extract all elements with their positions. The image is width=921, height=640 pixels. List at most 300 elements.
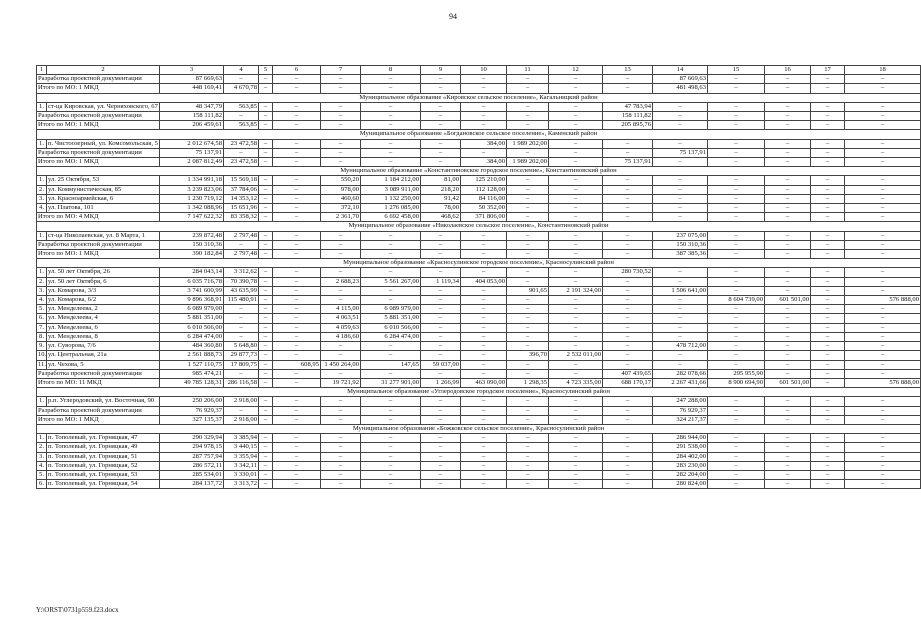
table-cell: – bbox=[259, 360, 273, 369]
table-cell: – bbox=[273, 369, 321, 378]
table-row bbox=[37, 461, 921, 470]
column-number-cell: 15 bbox=[708, 66, 765, 75]
table-cell: – bbox=[421, 286, 461, 295]
table-cell: 29 877,73 bbox=[224, 351, 259, 360]
table-cell: – bbox=[811, 268, 845, 277]
table-cell: – bbox=[603, 443, 653, 452]
table-cell: – bbox=[507, 240, 549, 249]
table-cell: – bbox=[259, 434, 273, 443]
table-cell: – bbox=[259, 305, 273, 314]
table-cell: – bbox=[708, 461, 765, 470]
table-cell: – bbox=[273, 305, 321, 314]
table-cell: 115 480,91 bbox=[224, 296, 259, 305]
table-cell: – bbox=[273, 268, 321, 277]
table-cell: – bbox=[361, 250, 421, 259]
table-cell: – bbox=[507, 434, 549, 443]
table-cell: – bbox=[845, 286, 921, 295]
table-cell: – bbox=[845, 277, 921, 286]
municipality-header-row bbox=[37, 93, 921, 102]
table-cell: – bbox=[507, 84, 549, 93]
table-cell: – bbox=[811, 204, 845, 213]
municipality-title: Муниципальное образование «Божковское сельское поселение», Красносулинский район bbox=[37, 424, 921, 433]
table-cell: – bbox=[461, 286, 507, 295]
table-cell: – bbox=[549, 277, 603, 286]
table-cell: – bbox=[361, 112, 421, 121]
table-cell: – bbox=[653, 268, 708, 277]
table-cell: – bbox=[765, 286, 811, 295]
table-cell: – bbox=[507, 277, 549, 286]
table-cell: – bbox=[507, 397, 549, 406]
table-cell: 37 784,06 bbox=[224, 185, 259, 194]
table-row bbox=[37, 176, 921, 185]
table-cell: – bbox=[845, 452, 921, 461]
table-cell: – bbox=[603, 231, 653, 240]
table-cell: – bbox=[765, 213, 811, 222]
table-cell: – bbox=[708, 415, 765, 424]
table-cell: – bbox=[273, 139, 321, 148]
table-cell: 295 955,90 bbox=[708, 369, 765, 378]
table-cell: 384,00 bbox=[461, 158, 507, 167]
table-cell: – bbox=[845, 213, 921, 222]
table-cell: – bbox=[321, 369, 361, 378]
table-cell: – bbox=[549, 84, 603, 93]
table-cell: 563,85 bbox=[224, 102, 259, 111]
table-cell: – bbox=[708, 360, 765, 369]
table-cell: – bbox=[224, 323, 259, 332]
table-cell: – bbox=[708, 397, 765, 406]
table-cell: – bbox=[653, 277, 708, 286]
table-cell: 286 116,58 bbox=[224, 378, 259, 387]
table-cell: – bbox=[549, 461, 603, 470]
table-cell: – bbox=[259, 415, 273, 424]
table-row bbox=[37, 480, 921, 489]
table-cell: – bbox=[507, 112, 549, 121]
table-cell: – bbox=[708, 268, 765, 277]
summary-row bbox=[37, 84, 921, 93]
table-cell: – bbox=[603, 204, 653, 213]
table-cell: – bbox=[708, 323, 765, 332]
table-cell: – bbox=[461, 112, 507, 121]
table-cell: – bbox=[708, 250, 765, 259]
table-cell: – bbox=[603, 470, 653, 479]
table-cell: – bbox=[845, 139, 921, 148]
address-cell: ст-ца Николаевская, ул. 8 Марта, 1 bbox=[47, 231, 160, 240]
table-cell: – bbox=[273, 112, 321, 121]
table-cell: – bbox=[845, 176, 921, 185]
table-cell: – bbox=[421, 342, 461, 351]
municipality-title: Муниципальное образование «Красносулинское городское поселение», Красносулинский район bbox=[37, 259, 921, 268]
table-cell: 218,20 bbox=[421, 185, 461, 194]
municipality-header-row bbox=[37, 167, 921, 176]
table-cell: – bbox=[507, 480, 549, 489]
table-cell: – bbox=[321, 351, 361, 360]
table-cell: 4 059,63 bbox=[321, 323, 361, 332]
table-cell: – bbox=[273, 75, 321, 84]
table-cell: – bbox=[811, 351, 845, 360]
table-cell: – bbox=[507, 268, 549, 277]
table-cell: – bbox=[765, 268, 811, 277]
municipality-title: Муниципальное образование «Константиновское городское поселение», Константиновский район bbox=[37, 167, 921, 176]
table-cell: – bbox=[461, 323, 507, 332]
table-cell: – bbox=[765, 84, 811, 93]
table-cell: 75 137,91 bbox=[603, 158, 653, 167]
column-number-cell: 3 bbox=[160, 66, 224, 75]
table-cell: – bbox=[259, 351, 273, 360]
table-cell: – bbox=[549, 75, 603, 84]
table-cell: 8 604 739,00 bbox=[708, 296, 765, 305]
table-cell: – bbox=[549, 452, 603, 461]
table-row bbox=[37, 277, 921, 286]
table-cell: – bbox=[603, 415, 653, 424]
table-cell: – bbox=[421, 443, 461, 452]
table-cell: 158 111,82 bbox=[603, 112, 653, 121]
table-cell: – bbox=[845, 415, 921, 424]
table-cell: – bbox=[461, 415, 507, 424]
table-cell: – bbox=[259, 452, 273, 461]
table-cell: – bbox=[273, 443, 321, 452]
table-cell: – bbox=[507, 296, 549, 305]
row-number: 3. bbox=[37, 286, 47, 295]
table-cell: 2 191 324,00 bbox=[549, 286, 603, 295]
table-cell: 91,42 bbox=[421, 194, 461, 203]
column-number-cell: 17 bbox=[811, 66, 845, 75]
table-cell: – bbox=[259, 194, 273, 203]
table-cell: – bbox=[361, 342, 421, 351]
table-cell: – bbox=[603, 75, 653, 84]
summary-label: Итого по МО: 11 МКД bbox=[37, 378, 160, 387]
table-cell: – bbox=[653, 185, 708, 194]
table-cell: 87 669,63 bbox=[653, 75, 708, 84]
table-row bbox=[37, 204, 921, 213]
table-cell: 43 635,99 bbox=[224, 286, 259, 295]
table-cell: – bbox=[811, 102, 845, 111]
table-cell: – bbox=[361, 121, 421, 130]
table-cell: – bbox=[845, 158, 921, 167]
table-cell: 1 298,35 bbox=[507, 378, 549, 387]
table-cell: – bbox=[461, 268, 507, 277]
table-cell: – bbox=[273, 323, 321, 332]
table-cell: – bbox=[653, 305, 708, 314]
table-cell: 23 472,58 bbox=[224, 139, 259, 148]
table-cell: – bbox=[845, 351, 921, 360]
summary-label: Разработка проектной документации bbox=[37, 75, 160, 84]
table-cell: – bbox=[708, 148, 765, 157]
table-cell: – bbox=[765, 351, 811, 360]
table-cell: – bbox=[845, 240, 921, 249]
table-cell: – bbox=[421, 268, 461, 277]
table-cell: – bbox=[421, 452, 461, 461]
table-cell: – bbox=[421, 369, 461, 378]
column-number-cell: 7 bbox=[321, 66, 361, 75]
table-cell: – bbox=[507, 406, 549, 415]
table-cell: 87 669,63 bbox=[160, 75, 224, 84]
row-number: 6. bbox=[37, 480, 47, 489]
column-number-cell: 16 bbox=[765, 66, 811, 75]
table-cell: 291 538,00 bbox=[653, 443, 708, 452]
table-cell: – bbox=[811, 75, 845, 84]
table-cell: – bbox=[321, 434, 361, 443]
table-cell: – bbox=[259, 296, 273, 305]
table-cell: – bbox=[708, 406, 765, 415]
table-cell: – bbox=[461, 250, 507, 259]
municipality-header-row bbox=[37, 130, 921, 139]
table-cell: – bbox=[273, 102, 321, 111]
table-cell: – bbox=[765, 434, 811, 443]
table-cell: – bbox=[765, 75, 811, 84]
table-cell: – bbox=[603, 332, 653, 341]
table-cell: – bbox=[653, 102, 708, 111]
table-cell: 48 347,79 bbox=[160, 102, 224, 111]
table-cell: 282 078,66 bbox=[653, 369, 708, 378]
table-cell: – bbox=[461, 406, 507, 415]
table-cell: – bbox=[273, 332, 321, 341]
table-cell: – bbox=[421, 314, 461, 323]
table-cell: – bbox=[845, 443, 921, 452]
table-cell: – bbox=[321, 415, 361, 424]
table-cell: – bbox=[421, 332, 461, 341]
table-cell: – bbox=[507, 342, 549, 351]
table-row bbox=[37, 351, 921, 360]
table-cell: – bbox=[507, 204, 549, 213]
row-number: 5. bbox=[37, 305, 47, 314]
table-cell: 407 439,65 bbox=[603, 369, 653, 378]
table-cell: 2 561 888,73 bbox=[160, 351, 224, 360]
table-cell: – bbox=[811, 176, 845, 185]
row-number: 2. bbox=[37, 185, 47, 194]
table-cell: 9 896 368,91 bbox=[160, 296, 224, 305]
table-cell: – bbox=[421, 240, 461, 249]
table-cell: – bbox=[603, 296, 653, 305]
table-cell: – bbox=[811, 397, 845, 406]
table-cell: – bbox=[765, 139, 811, 148]
table-cell: – bbox=[259, 75, 273, 84]
table-cell: – bbox=[603, 250, 653, 259]
table-cell: 14 353,12 bbox=[224, 194, 259, 203]
table-cell: 3 741 600,99 bbox=[160, 286, 224, 295]
row-number: 1. bbox=[37, 434, 47, 443]
table-cell: – bbox=[845, 112, 921, 121]
table-cell: – bbox=[273, 148, 321, 157]
table-cell: – bbox=[461, 461, 507, 470]
table-cell: – bbox=[653, 332, 708, 341]
table-cell: – bbox=[845, 360, 921, 369]
table-cell: – bbox=[259, 378, 273, 387]
table-cell: 286 944,00 bbox=[653, 434, 708, 443]
table-cell: – bbox=[811, 286, 845, 295]
table-cell: – bbox=[321, 452, 361, 461]
table-cell: – bbox=[259, 112, 273, 121]
table-cell: – bbox=[259, 332, 273, 341]
table-cell: – bbox=[361, 470, 421, 479]
table-cell: 50 352,00 bbox=[461, 204, 507, 213]
table-cell: 23 472,58 bbox=[224, 158, 259, 167]
table-cell: – bbox=[765, 369, 811, 378]
table-cell: – bbox=[549, 176, 603, 185]
table-cell: – bbox=[603, 176, 653, 185]
table-cell: – bbox=[507, 305, 549, 314]
table-cell: – bbox=[811, 314, 845, 323]
table-cell: – bbox=[653, 121, 708, 130]
table-cell: – bbox=[811, 139, 845, 148]
page-number: 94 bbox=[449, 12, 457, 21]
table-cell: – bbox=[259, 250, 273, 259]
table-cell: 84 116,00 bbox=[461, 194, 507, 203]
table-cell: – bbox=[708, 194, 765, 203]
row-number: 4. bbox=[37, 461, 47, 470]
table-cell: – bbox=[273, 452, 321, 461]
table-cell: – bbox=[653, 194, 708, 203]
table-cell: – bbox=[461, 360, 507, 369]
table-cell: 294 978,15 bbox=[160, 443, 224, 452]
table-cell: 284 137,72 bbox=[160, 480, 224, 489]
table-cell: – bbox=[549, 231, 603, 240]
table-cell: – bbox=[708, 240, 765, 249]
table-cell: – bbox=[811, 121, 845, 130]
summary-row bbox=[37, 158, 921, 167]
table-cell: – bbox=[811, 296, 845, 305]
table-cell: – bbox=[421, 296, 461, 305]
table-cell: – bbox=[845, 250, 921, 259]
table-row bbox=[37, 296, 921, 305]
table-cell: – bbox=[765, 204, 811, 213]
table-cell: 2 688,23 bbox=[321, 277, 361, 286]
table-cell: 286 572,11 bbox=[160, 461, 224, 470]
table-row bbox=[37, 443, 921, 452]
table-cell: – bbox=[765, 332, 811, 341]
summary-row bbox=[37, 121, 921, 130]
column-number-cell: 11 bbox=[507, 66, 549, 75]
table-cell: – bbox=[811, 452, 845, 461]
table-cell: – bbox=[461, 148, 507, 157]
table-cell: – bbox=[321, 342, 361, 351]
table-row bbox=[37, 286, 921, 295]
table-cell: 3 385,94 bbox=[224, 434, 259, 443]
address-cell: ул. Менделеева, 2 bbox=[47, 305, 160, 314]
table-cell: – bbox=[603, 360, 653, 369]
column-number-cell: 4 bbox=[224, 66, 259, 75]
table-cell: – bbox=[549, 369, 603, 378]
table-cell: – bbox=[273, 286, 321, 295]
table-cell: – bbox=[273, 250, 321, 259]
table-cell: – bbox=[273, 314, 321, 323]
table-cell: – bbox=[549, 240, 603, 249]
table-cell: – bbox=[259, 121, 273, 130]
table-cell: 125 210,00 bbox=[461, 176, 507, 185]
column-number-cell: 10 bbox=[461, 66, 507, 75]
table-cell: – bbox=[708, 158, 765, 167]
summary-label: Разработка проектной документации bbox=[37, 240, 160, 249]
table-cell: – bbox=[259, 213, 273, 222]
table-cell: – bbox=[259, 461, 273, 470]
table-cell: – bbox=[259, 286, 273, 295]
table-cell: – bbox=[507, 194, 549, 203]
table-cell: – bbox=[765, 102, 811, 111]
table-cell: – bbox=[361, 461, 421, 470]
table-cell: 247 288,00 bbox=[653, 397, 708, 406]
table-row bbox=[37, 360, 921, 369]
table-cell: 284 402,00 bbox=[653, 452, 708, 461]
table-cell: – bbox=[421, 75, 461, 84]
table-cell: – bbox=[653, 176, 708, 185]
table-cell: 2 087 812,49 bbox=[160, 158, 224, 167]
table-cell: 390 182,84 bbox=[160, 250, 224, 259]
table-cell: – bbox=[765, 480, 811, 489]
table-cell: 484 360,80 bbox=[160, 342, 224, 351]
address-cell: п. Тополевый, ул. Горняцкая, 47 bbox=[47, 434, 160, 443]
table-cell: 6 035 716,78 bbox=[160, 277, 224, 286]
table-cell: 978,00 bbox=[321, 185, 361, 194]
table-cell: – bbox=[461, 305, 507, 314]
summary-label: Итого по МО: 1 МКД bbox=[37, 158, 160, 167]
table-cell: 3 239 823,06 bbox=[160, 185, 224, 194]
row-number: 11. bbox=[38, 360, 46, 368]
column-number-cell: 1 bbox=[37, 66, 47, 75]
table-row bbox=[37, 194, 921, 203]
table-cell: 31 277 901,00 bbox=[361, 378, 421, 387]
table-cell: 2 532 011,00 bbox=[549, 351, 603, 360]
table-cell: 6 692 458,00 bbox=[361, 213, 421, 222]
table-cell: 15 651,96 bbox=[224, 204, 259, 213]
row-number: 8. bbox=[37, 332, 47, 341]
table-cell: 324 217,37 bbox=[653, 415, 708, 424]
table-cell: 283 230,00 bbox=[653, 461, 708, 470]
table-cell: 371 806,00 bbox=[461, 213, 507, 222]
table-cell: – bbox=[603, 452, 653, 461]
address-cell: ул. 50 лет Октября, 26 bbox=[47, 268, 160, 277]
table-cell: 285 534,01 bbox=[160, 470, 224, 479]
table-cell: 6 089 979,00 bbox=[160, 305, 224, 314]
table-cell: 608,95 bbox=[273, 360, 321, 369]
table-cell: – bbox=[321, 296, 361, 305]
column-number-cell: 6 bbox=[273, 66, 321, 75]
table-cell: – bbox=[224, 305, 259, 314]
table-cell: – bbox=[811, 185, 845, 194]
table-cell: 1 230 719,12 bbox=[160, 194, 224, 203]
table-cell: – bbox=[507, 314, 549, 323]
table-cell: – bbox=[708, 342, 765, 351]
table-cell: – bbox=[845, 323, 921, 332]
table-cell: – bbox=[653, 323, 708, 332]
table-cell: – bbox=[224, 369, 259, 378]
summary-label: Разработка проектной документации bbox=[37, 112, 160, 121]
table-cell: 75 137,91 bbox=[160, 148, 224, 157]
table-cell: – bbox=[321, 240, 361, 249]
table-cell: – bbox=[361, 415, 421, 424]
address-cell: ул. Суворова, 7/6 bbox=[47, 342, 160, 351]
row-number: 6. bbox=[37, 314, 47, 323]
table-cell: – bbox=[507, 148, 549, 157]
table-cell: – bbox=[549, 204, 603, 213]
table-row bbox=[37, 102, 921, 111]
table-cell: – bbox=[259, 204, 273, 213]
summary-row bbox=[37, 213, 921, 222]
summary-row bbox=[37, 75, 921, 84]
table-cell: – bbox=[603, 84, 653, 93]
table-cell: 448 169,41 bbox=[160, 84, 224, 93]
table-row bbox=[37, 305, 921, 314]
table-cell: – bbox=[361, 148, 421, 157]
table-cell: – bbox=[708, 277, 765, 286]
table-cell: – bbox=[461, 351, 507, 360]
table-cell: – bbox=[845, 314, 921, 323]
table-cell: – bbox=[845, 231, 921, 240]
table-cell: – bbox=[845, 268, 921, 277]
table-cell: 468,62 bbox=[421, 213, 461, 222]
table-cell: 5 561 267,00 bbox=[361, 277, 421, 286]
table-cell: – bbox=[653, 158, 708, 167]
table-cell: – bbox=[321, 75, 361, 84]
table-cell: – bbox=[845, 75, 921, 84]
